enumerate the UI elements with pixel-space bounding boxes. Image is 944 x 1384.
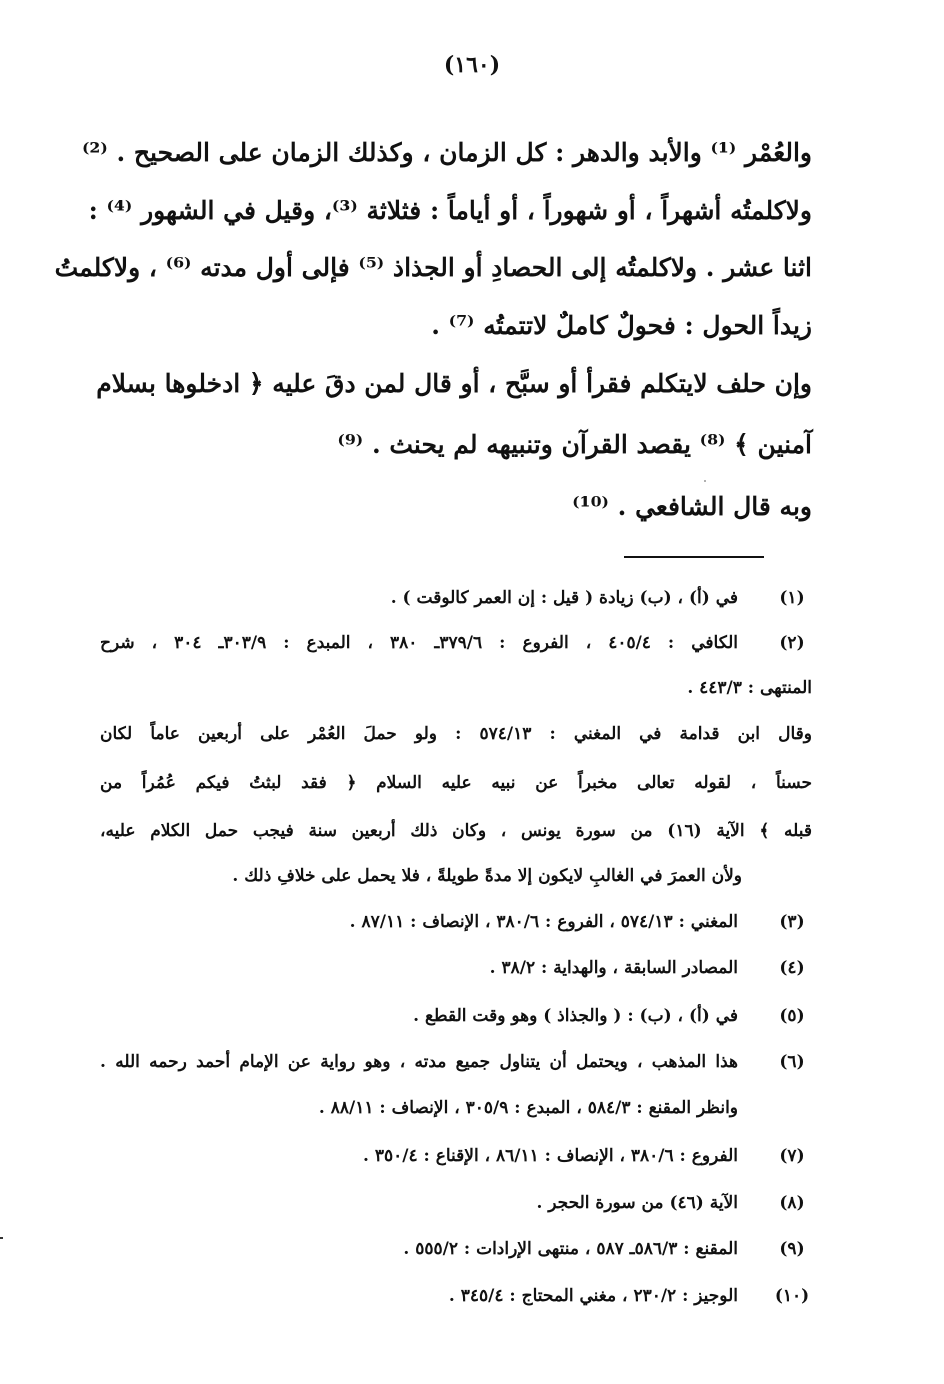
footnote-number: (٣) <box>779 912 805 932</box>
footnote-2-quote-line-2: حسناً ، لقوله تعالى مخبراً عن نبيه عليه السلام ﴿ فقد لبثتُ فيكم عُمُراً من <box>100 773 812 793</box>
main-line-5: وإن حلف لايتكلم فقرأ أو سبَّح ، أو قال لمن دقَ عليه ﴿ ادخلوها بسلام <box>96 369 812 398</box>
footnote-10 <box>100 1286 812 1326</box>
footnote-text: المقنع : ٥٨٦/٣ـ ٥٨٧ ، منتهى الإرادات : ٥٥٥/٢ . <box>403 1239 738 1259</box>
footnote-7 <box>100 1146 812 1186</box>
footnote-1 <box>100 588 812 628</box>
main-line-3: اثنا عشر . ولاكلمتُه إلى الحصادِ أو الجذاذ ⁽⁵⁾ فإلى أول مدته ⁽⁶⁾ ، ولاكلمتُ <box>54 253 812 282</box>
footnote-8 <box>100 1193 812 1233</box>
main-line-2: ولاكلمتُه أشهراً ، أو شهوراً ، أو أياماً : فثلاثة ⁽³⁾، وقيل في الشهور ⁽⁴⁾ : <box>88 196 812 225</box>
footnote-2-quote-line-1: وقال ابن قدامة في المغني : ٥٧٤/١٣ : ولو حملَ العُمْر على أربعين عاماً لكان <box>100 724 812 744</box>
footnote-text: الوجيز : ٢٣٠/٢ ، مغني المحتاج : ٣٤٥/٤ . <box>448 1286 738 1306</box>
footnote-3 <box>100 912 812 952</box>
footnote-6 <box>100 1052 812 1092</box>
footnote-text: هذا المذهب ، ويحتمل أن يتناول جميع مدته ، وهو رواية عن الإمام أحمد رحمه الله . <box>100 1052 738 1072</box>
footnote-text: في (أ) ، (ب) : ( والجذاذ ) وهو وقت القطع . <box>413 1006 738 1026</box>
footnote-9 <box>100 1239 812 1279</box>
footnote-number: (٤) <box>779 958 805 978</box>
footnote-2-quote-line-4: ولأن العمرَ في الغالبِ لايكون إلا مدةً طويلةً ، فلا يحمل على خلافِ ذلك . <box>232 866 742 886</box>
footnote-number: (٩) <box>779 1239 805 1259</box>
main-line-6: آمنين ﴾ ⁽⁸⁾ يقصد القرآن وتنبيهه لم يحنث . ⁽⁹⁾ <box>337 430 812 459</box>
footnote-5 <box>100 1006 812 1046</box>
footnote-number: (١٠) <box>774 1286 810 1306</box>
footnote-4 <box>100 958 812 998</box>
footnote-text: في (أ) ، (ب) زيادة ( قيل : إن العمر كالوقت ) . <box>390 588 738 608</box>
main-line-1: والعُمْر ⁽¹⁾ والأبد والدهر : كل الزمان ، وكذلك الزمان على الصحيح . ⁽²⁾ <box>81 138 812 167</box>
footnote-text: الكافي : ٤٠٥/٤ ، الفروع : ٣٧٩/٦ـ ٣٨٠ ، المبدع : ٣٠٣/٩ـ ٣٠٤ ، شرح <box>100 633 738 653</box>
footnote-number: (٨) <box>779 1193 805 1213</box>
footnote-text: المغني : ٥٧٤/١٣ ، الفروع : ٣٨٠/٦ ، الإنصاف : ٨٧/١١ . <box>349 912 738 932</box>
footnote-number: (٢) <box>779 633 805 653</box>
footnote-text: المصادر السابقة ، والهداية : ٣٨/٢ . <box>489 958 738 978</box>
footnote-2 <box>100 633 812 673</box>
scan-speck <box>704 480 706 482</box>
footnote-text: الفروع : ٣٨٠/٦ ، الإنصاف : ٨٦/١١ ، الإقناع : ٣٥٠/٤ . <box>363 1146 738 1166</box>
page-number: (١٦٠) <box>443 52 501 78</box>
footnote-number: (١) <box>779 588 805 608</box>
main-line-7: وبه قال الشافعي . ⁽¹⁰⁾ <box>572 492 812 521</box>
footnote-number: (٧) <box>779 1146 805 1166</box>
footnote-2-continuation: المنتهى : ٤٤٣/٣ . <box>687 678 812 698</box>
footnote-number: (٦) <box>779 1052 805 1072</box>
footnote-2-quote-line-3: قبله ﴾ الآية (١٦) من سورة يونس ، وكان ذلك أربعين سنة فيجب حمل الكلام عليه، <box>100 821 812 841</box>
footnote-6-continuation: وانظر المقنع : ٥٨٤/٣ ، المبدع : ٣٠٥/٩ ، الإنصاف : ٨٨/١١ . <box>318 1098 738 1118</box>
footnote-number: (٥) <box>779 1006 805 1026</box>
scan-edge-mark <box>0 1237 3 1239</box>
footnote-divider <box>624 556 764 558</box>
main-line-4: زيداً الحول : فحولٌ كاملٌ لاتتمتُه ⁽⁷⁾ . <box>431 311 812 340</box>
footnote-text: الآية (٤٦) من سورة الحجر . <box>536 1193 738 1213</box>
